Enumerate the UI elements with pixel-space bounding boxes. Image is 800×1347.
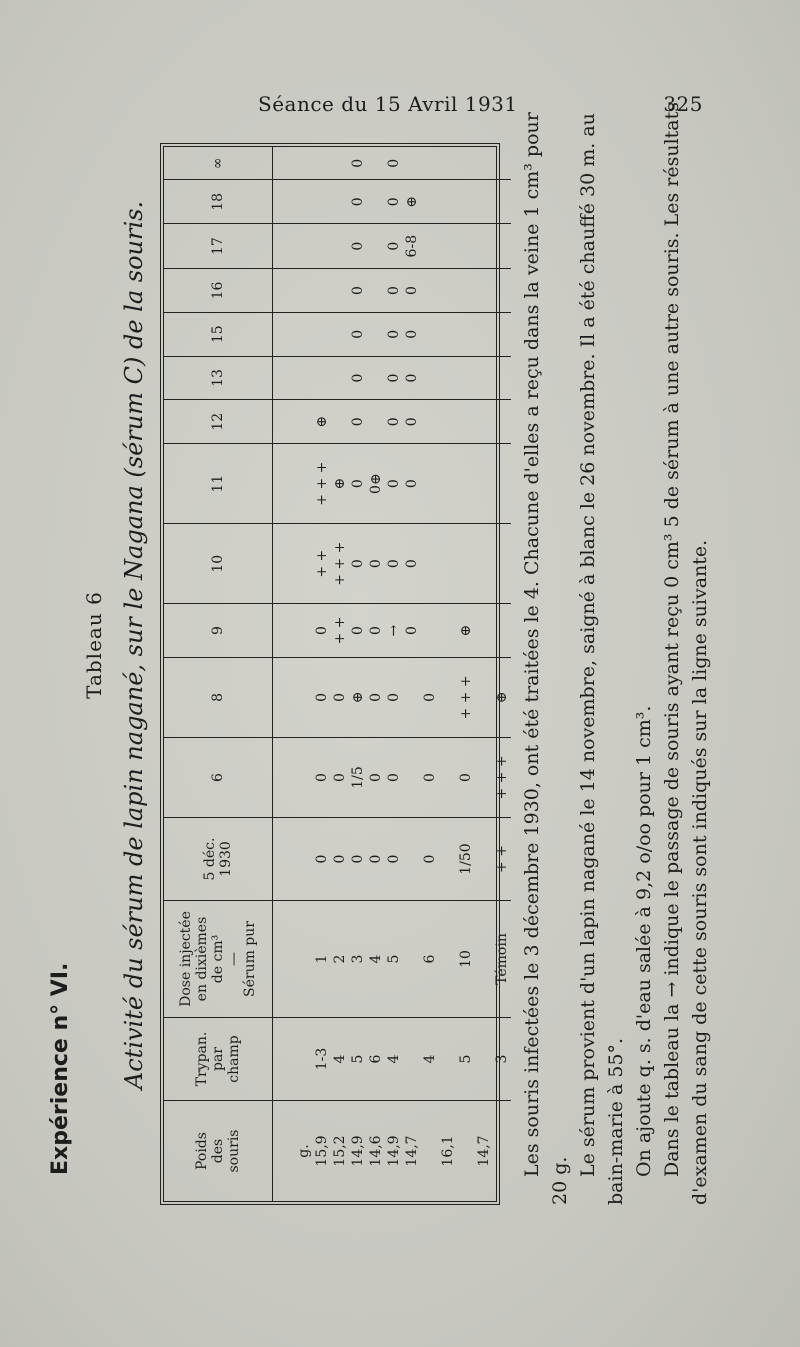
col-dose: 1 2 3 4 5 6 10 Témoin xyxy=(273,901,512,1018)
col-day-16: 0 0 0 xyxy=(273,269,512,313)
header-cell: 18 xyxy=(164,180,273,224)
header-cell: 16 xyxy=(164,269,273,313)
paragraph: Le sérum provient d'un lapin nagané le 14 novembre, saigné à blanc le 26 novembre. Il a été chauffé 30 m. au bain-marie à 55°. xyxy=(577,113,627,1205)
header-cell: 12 xyxy=(164,400,273,444)
col-day-13: 0 0 0 xyxy=(273,356,512,400)
paragraph: Les souris infectées le 3 décembre 1930, ont été traitées le 4. Chacune d'elles a reçu dans la veine 1 cm³ pour 20 g. xyxy=(521,112,571,1205)
header-cell: 10 xyxy=(164,524,273,604)
page-number: 325 xyxy=(663,92,703,116)
col-trypan: 1-3 4 5 6 4 4 5 3 xyxy=(273,1018,512,1101)
col-day-9: 0 + + 0 0 → 0 ⊕ xyxy=(273,604,512,658)
header-cell: Dose injectée en dixièmes de cm³ — Sérum pur xyxy=(164,901,273,1018)
header-cell: 15 xyxy=(164,312,273,356)
col-day-8: 0 0 ⊕ 0 0 0 + + + ⊕ xyxy=(273,657,512,737)
rotated-content xyxy=(48,85,758,1205)
header-cell: 6 xyxy=(164,737,273,817)
col-day-18: 0 0 ⊕ xyxy=(273,180,512,224)
running-title: Séance du 15 Avril 1931 xyxy=(258,92,518,116)
col-poids: g. 15,9 15,2 14,9 14,6 14,9 14,7 16,1 14,7 xyxy=(273,1101,512,1202)
col-day-17: 0 0 6-8 xyxy=(273,224,512,269)
header-cell: 9 xyxy=(164,604,273,658)
header-cell: 8 xyxy=(164,657,273,737)
header-cell: 5 déc. 1930 xyxy=(164,818,273,901)
header-cell: 17 xyxy=(164,224,273,269)
header-cell: Trypan. par champ xyxy=(164,1018,273,1101)
results-table xyxy=(160,143,510,1205)
header-cell: Poids des souris xyxy=(164,1101,273,1202)
table-header-row xyxy=(164,147,273,1201)
body-text xyxy=(518,85,714,1205)
col-day-12: ⊕ 0 0 0 xyxy=(273,400,512,444)
paragraph: On ajoute q. s. d'eau salée à 9,2 o/oo pour 1 cm³. xyxy=(633,705,655,1177)
col-day-inf: 0 0 xyxy=(350,158,402,168)
table-title: Activité du sérum de lapin nagané, sur le Nagana (sérum C) de la souris. xyxy=(120,200,148,1090)
table-body-row xyxy=(273,147,512,1201)
header-cell: 13 xyxy=(164,356,273,400)
paragraph: Dans le tableau la → indique le passage de souris ayant reçu 0 cm³ 5 de sérum à une autre souris. Les résultats d'examen du sang de cette souris sont indiqués sur la ligne suivante. xyxy=(661,101,711,1205)
col-day-11: + + + ⊕ 0 0⊕ 0 0 xyxy=(273,444,512,524)
header-cell: 11 xyxy=(164,444,273,524)
experiment-title: Expérience n° VI. xyxy=(48,962,73,1175)
col-day-6: 0 0 1/5 0 0 0 0 + + + xyxy=(273,737,512,817)
col-day-10: + + + + + 0 0 0 0 xyxy=(273,524,512,604)
table-number: Tableau 6 xyxy=(82,591,106,699)
col-day-5: 0 0 0 0 0 0 1/50 + + xyxy=(273,818,512,901)
header-cell: ∞ xyxy=(164,147,273,180)
col-day-15: 0 0 0 xyxy=(273,312,512,356)
